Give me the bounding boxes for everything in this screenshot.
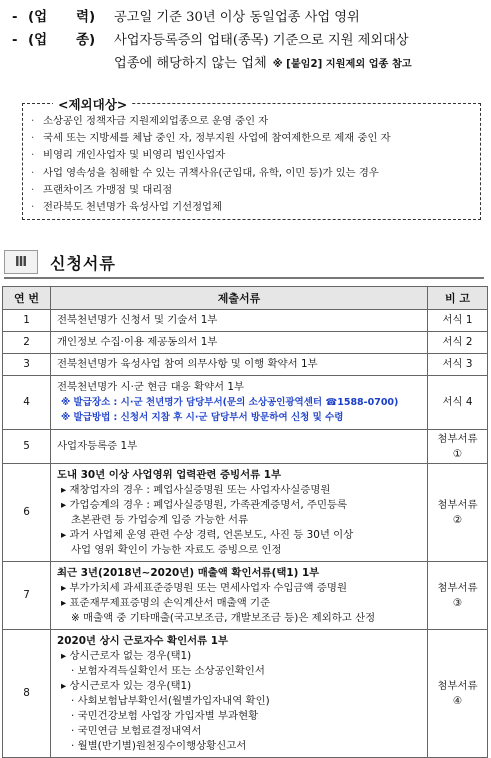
document-name: 최근 3년(2018년∼2020년) 매출액 확인서류(택1) 1부 (57, 566, 320, 579)
criteria-label (28, 6, 114, 28)
table-row (3, 376, 488, 430)
exclusion-text: 비영리 개인사업자 및 비영리 법인사업자 (43, 149, 226, 162)
bullet-icon: · (31, 183, 35, 196)
detail-line: ▸ 과거 사업체 운영 관련 수상 경력, 언론보도, 사진 등 30년 이상 (61, 528, 354, 541)
row-remark (428, 630, 488, 758)
detail-line: · 월별(반기별)원천징수이행상황신고서 (71, 739, 247, 752)
row-remark (428, 562, 488, 630)
section-number: Ⅲ (4, 250, 38, 274)
detail-line: ▸ 재창업자의 경우 : 폐업사실증명원 또는 사업자사실증명원 (61, 483, 331, 496)
document-name: 사업자등록증 1부 (51, 430, 428, 464)
document-cell (51, 376, 428, 430)
exclusion-item (31, 147, 476, 164)
table-row (3, 310, 488, 332)
table-header-row (3, 287, 488, 310)
detail-line: · 보험자격득실확인서 또는 소상공인확인서 (71, 664, 265, 677)
document-name: 전북천년명가 시·군 현금 대응 확약서 1부 (57, 381, 245, 393)
remark-label: 첨부서류 (437, 498, 478, 511)
row-remark: 서식 1 (428, 310, 488, 332)
criteria-business-years (12, 6, 482, 29)
bullet-icon: · (31, 201, 35, 214)
row-number: 2 (3, 332, 51, 354)
column-header-documents: 제출서류 (51, 287, 428, 310)
criteria-text: 공고일 기준 30년 이상 동일업종 사업 영위 (114, 10, 360, 25)
exclusions-title: <제외대상> (53, 95, 132, 113)
bullet-icon: · (31, 149, 35, 162)
row-number: 4 (3, 376, 51, 430)
row-number: 3 (3, 354, 51, 376)
exclusion-text: 국세 또는 지방세를 체납 중인 자, 정부지원 사업에 참여제한으로 제재 중인 자 (43, 132, 391, 145)
eligibility-criteria (12, 6, 482, 77)
section-title: 신청서류 (50, 253, 116, 273)
document-cell (51, 464, 428, 562)
row-remark: 서식 3 (428, 354, 488, 376)
criteria-label (28, 29, 114, 51)
row-number: 5 (3, 430, 51, 464)
criteria-industry (12, 29, 482, 52)
detail-line: ▸ 부가가치세 과세표준증명원 또는 면세사업자 수입금액 증명원 (61, 581, 348, 594)
document-cell (51, 630, 428, 758)
document-name: 도내 30년 이상 사업영위 업력관련 증빙서류 1부 (57, 468, 282, 481)
criteria-text: 사업자등록증의 업태(종목) 기준으로 지원 제외대상 (114, 33, 409, 48)
criteria-label-close: 종) (76, 32, 96, 48)
column-header-remarks: 비 고 (428, 287, 488, 310)
exclusion-item (31, 182, 476, 199)
detail-line: · 국민연금 보험료결정내역서 (71, 724, 202, 737)
criteria-dash: - (12, 33, 18, 48)
bullet-icon: · (31, 166, 35, 179)
criteria-label-open: (업 (28, 9, 48, 25)
row-number: 6 (3, 464, 51, 562)
detail-line: ▸ 가업승계의 경우 : 폐업사실증명원, 가족관계증명서, 주민등록 (61, 498, 348, 511)
exclusions-box (22, 97, 481, 220)
table-row (3, 430, 488, 464)
exclusion-item (31, 113, 476, 130)
issue-method-note: ※ 발급방법 : 신청서 지참 후 시·군 담당부서 방문하여 신청 및 수령 (61, 412, 344, 423)
detail-line: ▸ 상시근로자 있는 경우(택1) (61, 679, 192, 692)
row-remark: 서식 4 (428, 376, 488, 430)
detail-line: 사업 영위 확인이 가능한 자료도 증빙으로 인정 (71, 543, 282, 556)
row-number: 7 (3, 562, 51, 630)
exclusion-item (31, 130, 476, 147)
detail-line: · 국민건강보험 사업장 가입자별 부과현황 (71, 709, 259, 722)
remark-index: ③ (452, 596, 463, 609)
section-divider (4, 277, 484, 279)
remark-index: ④ (452, 694, 463, 707)
remark-index: ① (452, 447, 463, 460)
bullet-icon: · (31, 132, 35, 145)
document-cell (51, 562, 428, 630)
required-documents-table (2, 286, 488, 758)
detail-line: ※ 매출액 중 기타매출(국고보조금, 개발보조금 등)은 제외하고 산정 (71, 611, 376, 624)
detail-line: · 사회보험납부확인서(월별가입자내역 확인) (71, 694, 270, 707)
exclusion-text: 프랜차이즈 가맹점 및 대리점 (43, 183, 173, 196)
remark-label: 첨부서류 (437, 581, 478, 594)
table-row (3, 630, 488, 758)
bullet-icon: · (31, 115, 35, 127)
remark-label: 첨부서류 (437, 679, 478, 692)
table-row (3, 354, 488, 376)
row-number: 1 (3, 310, 51, 332)
remark-label: 첨부서류 (437, 432, 478, 445)
criteria-continuation (114, 52, 482, 77)
row-remark (428, 464, 488, 562)
exclusion-item (31, 165, 476, 182)
document-name: 전북천년명가 육성사업 참여 의무사항 및 이행 확약서 1부 (51, 354, 428, 376)
exclusion-text: 소상공인 정책자금 지원제외업종으로 운영 중인 자 (43, 115, 269, 127)
issue-location-note: ※ 발급장소 : 시·군 천년명가 담당부서(문의 소상공인광역센터 ☎1588-0700) (61, 397, 399, 408)
criteria-continuation-text: 업종에 해당하지 않는 업체 (114, 56, 267, 71)
exclusions-list (31, 113, 476, 216)
criteria-reference-note: ※ [붙임2] 지원제외 업종 참고 (272, 59, 412, 70)
document-name: 2020년 상시 근로자수 확인서류 1부 (57, 634, 229, 647)
row-remark (428, 430, 488, 464)
criteria-dash: - (12, 10, 18, 25)
table-row (3, 464, 488, 562)
row-number: 8 (3, 630, 51, 758)
row-remark: 서식 2 (428, 332, 488, 354)
exclusion-text: 전라북도 천년명가 육성사업 기선정업체 (43, 201, 222, 214)
document-name: 전북천년명가 신청서 및 기술서 1부 (51, 310, 428, 332)
criteria-label-close: 력) (76, 9, 96, 25)
exclusion-item (31, 199, 476, 216)
detail-line: ▸ 표준재무제표증명의 손익계산서 매출액 기준 (61, 596, 271, 609)
table-row (3, 562, 488, 630)
table-row (3, 332, 488, 354)
document-name: 개인정보 수집·이용 제공동의서 1부 (51, 332, 428, 354)
exclusion-text: 사업 영속성을 침해할 수 있는 귀책사유(군입대, 유학, 이민 등)가 있는 경우 (43, 166, 379, 179)
criteria-label-open: (업 (28, 32, 48, 48)
section-header (4, 249, 484, 275)
detail-line: ▸ 상시근로자 없는 경우(택1) (61, 649, 192, 662)
remark-index: ② (452, 513, 463, 526)
column-header-number: 연 번 (3, 287, 51, 310)
detail-line: 초본관련 등 가업승계 입증 가능한 서류 (71, 513, 249, 526)
